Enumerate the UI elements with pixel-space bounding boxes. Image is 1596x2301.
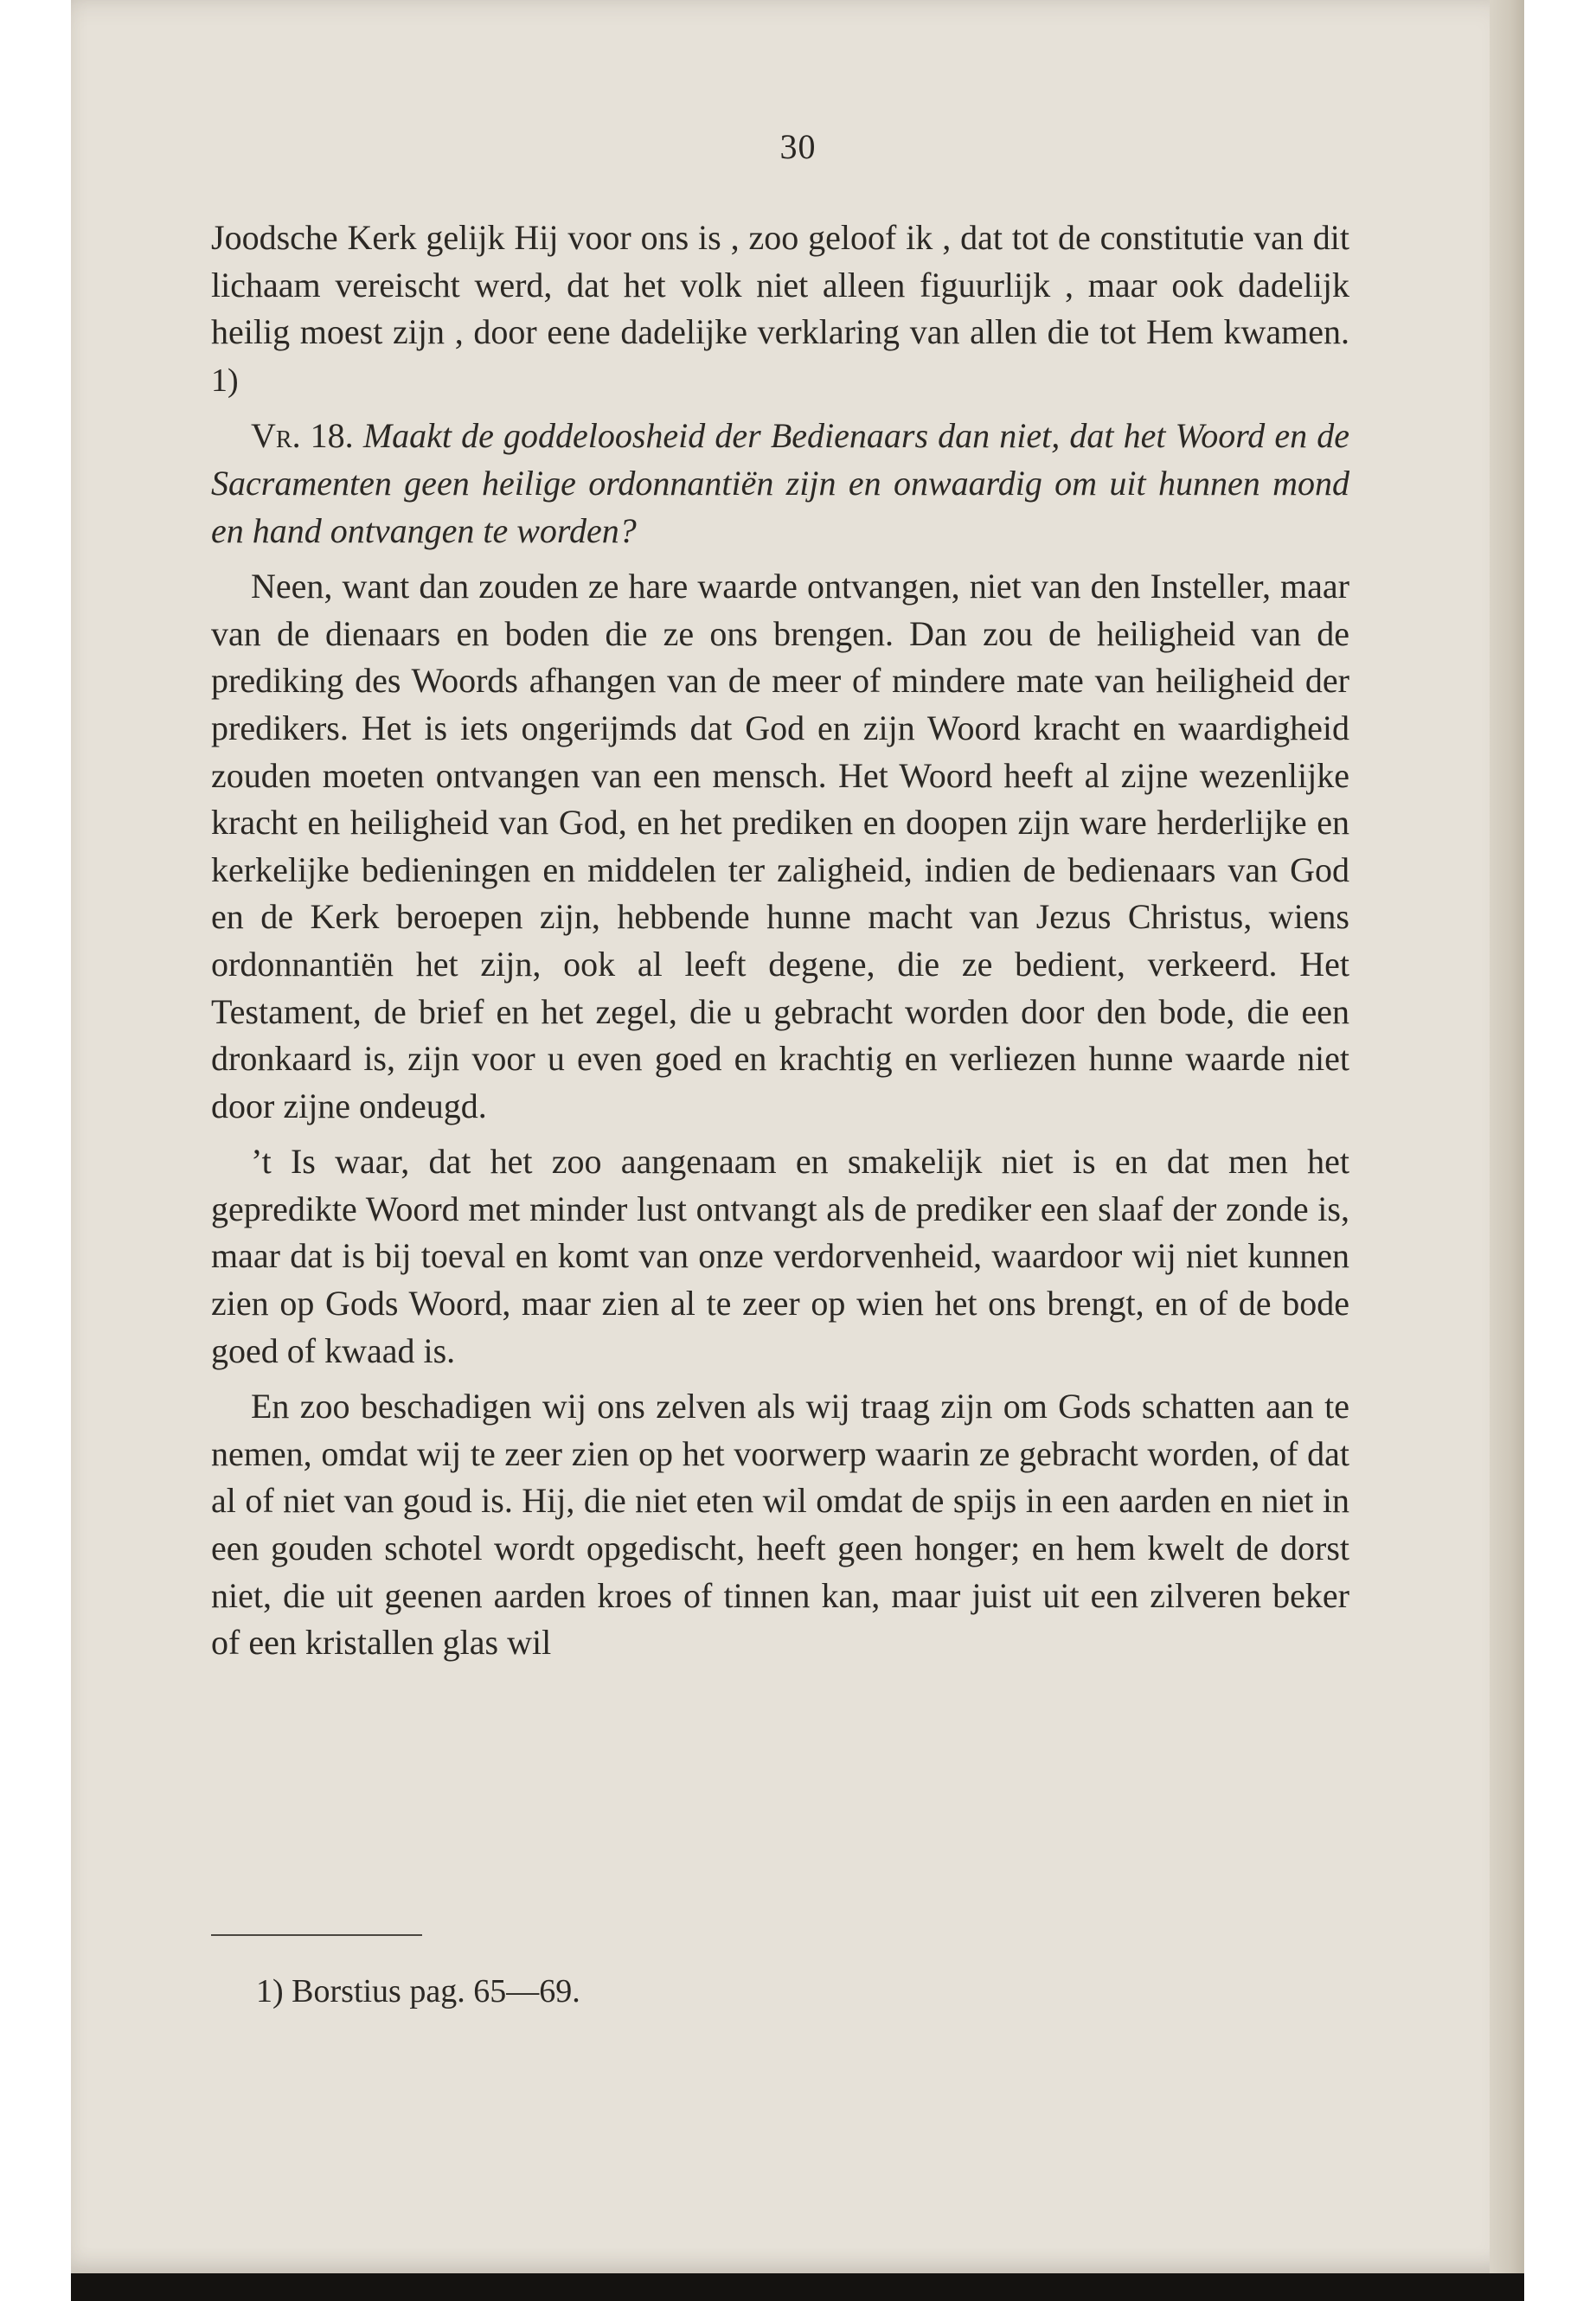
answer-paragraph-3: En zoo beschadigen wij ons zelven als wij traag zijn om Gods schatten aan te nemen, omdat wij te zeer zien op het voorwerp waarin ze gebracht worden, of dat al of niet van goud is. Hij, die niet eten wil omdat de spijs in een aarden en niet in een gouden schotel wordt opgedischt, heeft geen honger; en hem kwelt de dorst niet, die uit geenen aarden kroes of tinnen kan, maar juist uit een zilveren beker of een kristallen glas wil xyxy=(211,1387,1349,1663)
bottom-dark-strip xyxy=(71,2273,1524,2301)
paragraph-continuation xyxy=(211,215,1349,404)
paragraph-1-text: Joodsche Kerk gelijk Hij voor ons is , zoo geloof ik , dat tot de constitutie van dit lichaam vereischt werd, dat het volk niet alleen figuurlijk , maar ook dadelijk heilig moest zijn , door eene dadelijke verklaring van allen die tot Hem kwamen. xyxy=(211,218,1349,352)
page-edge-shadow xyxy=(1490,0,1524,2273)
main-text xyxy=(211,215,1349,1676)
footnote-reference: 1) xyxy=(211,362,239,399)
footnote-divider xyxy=(211,1934,422,1936)
answer-paragraph-2: ’t Is waar, dat het zoo aangenaam en smakelijk niet is en dat men het gepredikte Woord met minder lust ontvangt als de prediker een slaaf der zonde is, maar dat is bij toeval en komt van onze verdorvenheid, waardoor wij niet kunnen zien op Gods Woord, maar zien al te zeer op wien het ons brengt, en of de bode goed of kwaad is. xyxy=(211,1142,1349,1370)
question-label: Vr. 18. xyxy=(251,416,354,456)
answer-paragraph-1: Neen, want dan zouden ze hare waarde ontvangen, niet van den Insteller, maar van de dienaars en boden die ze ons brengen. Dan zou de heiligheid van de prediking des Woords afhangen van de meer of mindere mate van heiligheid der predikers. Het is iets ongerijmds dat God en zijn Woord kracht en waardigheid zouden moeten ontvangen van een mensch. Het Woord heeft al zijne wezenlijke kracht en heiligheid van God, en het prediken en doopen zijn ware herderlijke en kerkelijke bedieningen en middelen ter zaligheid, indien de bedienaars van God en de Kerk beroepen zijn, hebbende hunne macht van Jezus Christus, wiens ordonnantiën het zijn, ook al leeft degene, die ze bedient, verkeerd. Het Testament, de brief en het zegel, die u gebracht worden door den bode, die een dronkaard is, zijn voor u even goed en krachtig en verliezen hunne waarde niet door zijne ondeugd. xyxy=(211,567,1349,1125)
footnote: 1) Borstius pag. 65—69. xyxy=(256,1973,580,2009)
page-number: 30 xyxy=(779,127,817,166)
question-text: Maakt de goddeloosheid der Bedienaars dan niet, dat het Woord en de Sacramenten geen heilige ordonnantiën zijn en onwaardig om uit hunnen mond en hand ontvangen te worden? xyxy=(211,416,1350,550)
question-18 xyxy=(211,413,1349,554)
